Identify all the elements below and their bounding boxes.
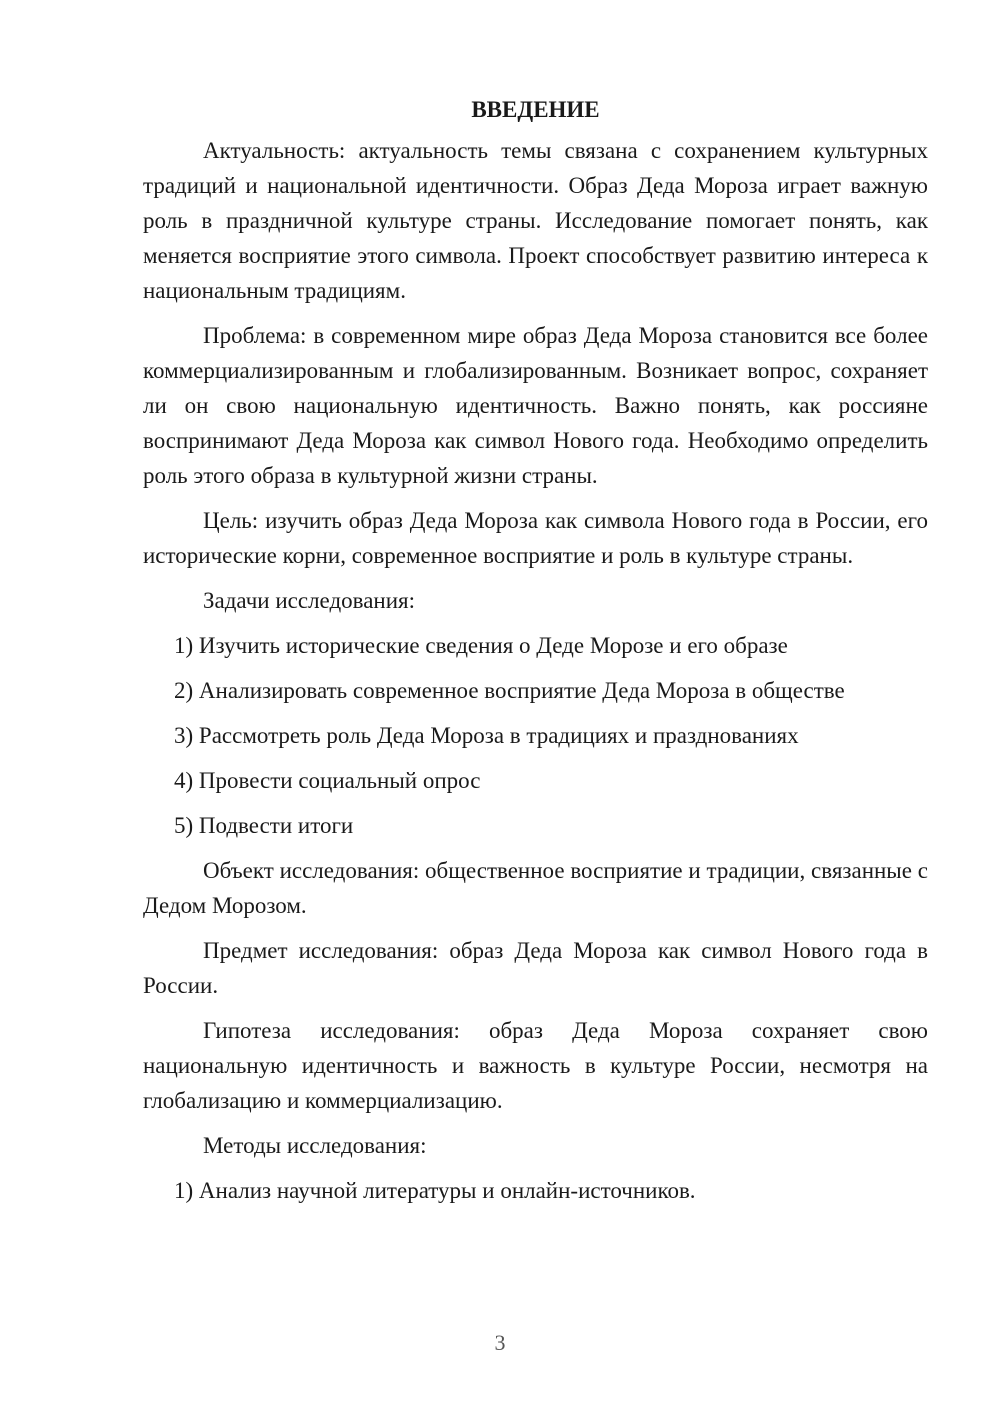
page-content: [143, 92, 928, 1218]
list-item: 3) Рассмотреть роль Деда Мороза в традициях и празднованиях: [174, 723, 799, 748]
methods-heading: Методы исследования:: [203, 1133, 427, 1158]
relevance-paragraph: Актуальность: актуальность темы связана с сохранением культурных традиций и национальной идентичности. Образ Деда Мороза играет важную роль в праздничной культуре страны. Исследование помогает понять, как меняется восприятие этого символа. Проект способствует развитию интереса к национальным традициям.: [143, 138, 928, 303]
section-title: ВВЕДЕНИЕ: [471, 97, 600, 122]
goal-paragraph: Цель: изучить образ Деда Мороза как символа Нового года в России, его исторические корни, современное восприятие и роль в культуре страны.: [143, 508, 928, 568]
tasks-heading: Задачи исследования:: [203, 588, 416, 613]
object-paragraph: Объект исследования: общественное восприятие и традиции, связанные с Дедом Морозом.: [143, 858, 928, 918]
methods-list: [143, 1173, 928, 1208]
list-item: 1) Изучить исторические сведения о Деде Морозе и его образе: [174, 633, 788, 658]
list-item: 5) Подвести итоги: [174, 813, 354, 838]
subject-paragraph: Предмет исследования: образ Деда Мороза как символ Нового года в России.: [143, 938, 928, 998]
list-item: 2) Анализировать современное восприятие Деда Мороза в обществе: [174, 678, 845, 703]
page-number: 3: [494, 1330, 506, 1355]
problem-paragraph: Проблема: в современном мире образ Деда Мороза становится все более коммерциализированным и глобализированным. Возникает вопрос, сохраняет ли он свою национальную идентичность. Важно понять, как россияне воспринимают Деда Мороза как символ Нового года. Необходимо определить роль этого образа в культурной жизни страны.: [143, 323, 928, 488]
tasks-list: [143, 628, 928, 843]
list-item: 4) Провести социальный опрос: [174, 768, 481, 793]
hypothesis-paragraph: Гипотеза исследования: образ Деда Мороза сохраняет свою национальную идентичность и важность в культуре России, несмотря на глобализацию и коммерциализацию.: [143, 1018, 928, 1113]
list-item: 1) Анализ научной литературы и онлайн-источников.: [174, 1178, 696, 1203]
